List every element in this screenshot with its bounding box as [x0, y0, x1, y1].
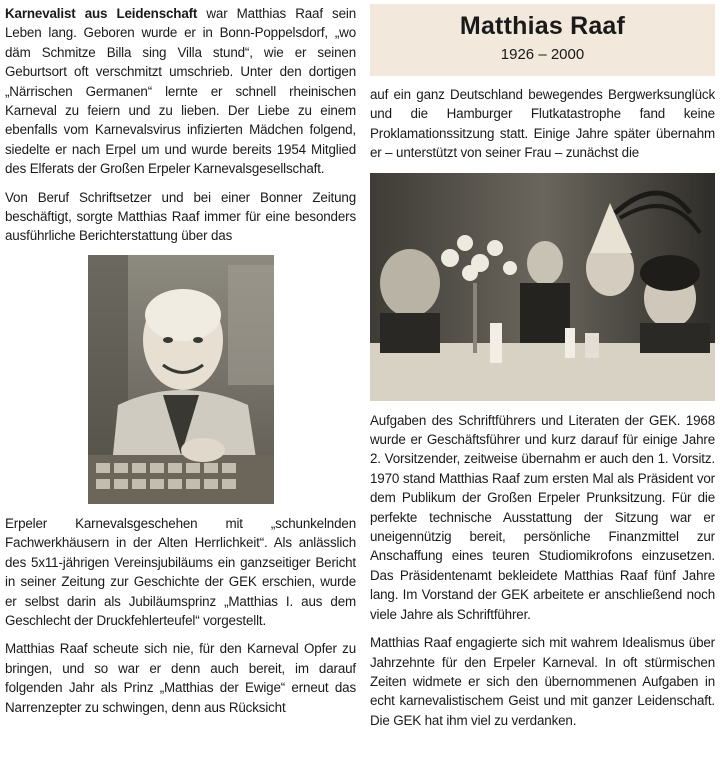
intro-text: war Matthias Raaf sein Leben lang. Geboren wurde er in Bonn-Poppelsdorf, „wo däm Schmitze Billa sing Villa stund“, wie er seinen Geburtsort oft verschmitzt umschrieb. Unter den dortigen „Närrischen Germanen“ lernte er schnell rheinischen Karneval zu feiern und zu lieben. Der Liebe zu einem ebenfalls vom Karnevalsvirus infizierten Mädchen folgend, siedelte er nach Erpel um und wurde bereits 1954 Mitglied des Elferats der Großen Erpeler Karnevalsgesellschaft. — [5, 6, 356, 177]
paragraph-prince: Matthias Raaf scheute sich nie, für den Karneval Opfer zu bringen, und so war er denn auch bereit, im darauf folgenden Jahr als Prinz „Matthias der Ewige“ erneut das Narrenzepter zu schwingen, denn aus Rücksicht — [5, 641, 356, 715]
paragraph-career: Aufgaben des Schriftführers und Literaten der GEK. 1968 wurde er Geschäftsführer und kurz darauf für einige Jahre 2. Vorsitzender, zeitweise übernahm er auch den 1. Vorsitz. 1970 stand Matthias Raaf zum ersten Mal als Präsident vor dem Publikum der Großen Erpeler Prunksitzung. Für die perfekte technische Ausstattung der Sitzung war er uneigennützig bereit, persönliche Finanzmittel zur Anschaffung eines teuren Studiomikrofons einzusetzen. Das Präsidentenamt bekleidete Matthias Raaf fünf Jahre lang. Im Vorstand der GEK arbeitete er anschließend noch viele Jahre als Schriftführer. — [370, 412, 715, 622]
right-column — [370, 0, 715, 730]
portrait-photo — [88, 255, 274, 504]
paragraph-intro — [5, 4, 356, 179]
title-box — [370, 4, 715, 76]
paragraph-jubilee: Erpeler Karnevalsgeschehen mit „schunkelnden Fachwerkhäusern in der Alten Herrlichkeit“. Als anlässlich des 5x11-jährigen Vereinsjubiläums ein ganzseitiger Bericht in seiner Zeitung zur Geschichte der GEK erschien, wurde er selbst darin als Jubiläumsprinz „Matthias I. aus dem Geschlecht der Druckfehlerteufel“ vorgestellt. — [5, 515, 356, 628]
life-years: 1926 – 2000 — [500, 46, 585, 63]
paragraph-disaster: auf ein ganz Deutschland bewegendes Bergwerksunglück und die Hamburger Flutkatastrophe fand keine Proklamationssitzung statt. Einige Jahre später übernahm er – unterstützt von seiner Frau – zunächst die — [370, 87, 715, 161]
portrait-photo-image — [88, 255, 274, 504]
paragraph-tribute: Matthias Raaf engagierte sich mit wahrem Idealismus über Jahrzehnte für den Erpeler Karneval. In oft stürmischen Zeiten widmete er sich den übernommenen Aufgaben in echt karnevalistischem Geist und mit ganzer Leidenschaft. Die GEK hat ihm viel zu verdanken. — [370, 635, 715, 728]
paragraph-profession: Von Beruf Schriftsetzer und bei einer Bonner Zeitung beschäftigt, sorgte Matthias Raaf immer für eine besonders ausführliche Berichterstattung über das — [5, 189, 356, 244]
lead-in: Karnevalist aus Leidenschaft — [5, 6, 198, 21]
page-title: Matthias Raaf — [459, 12, 626, 40]
group-photo-image — [370, 173, 715, 401]
left-column — [5, 0, 356, 717]
group-photo — [370, 173, 715, 401]
